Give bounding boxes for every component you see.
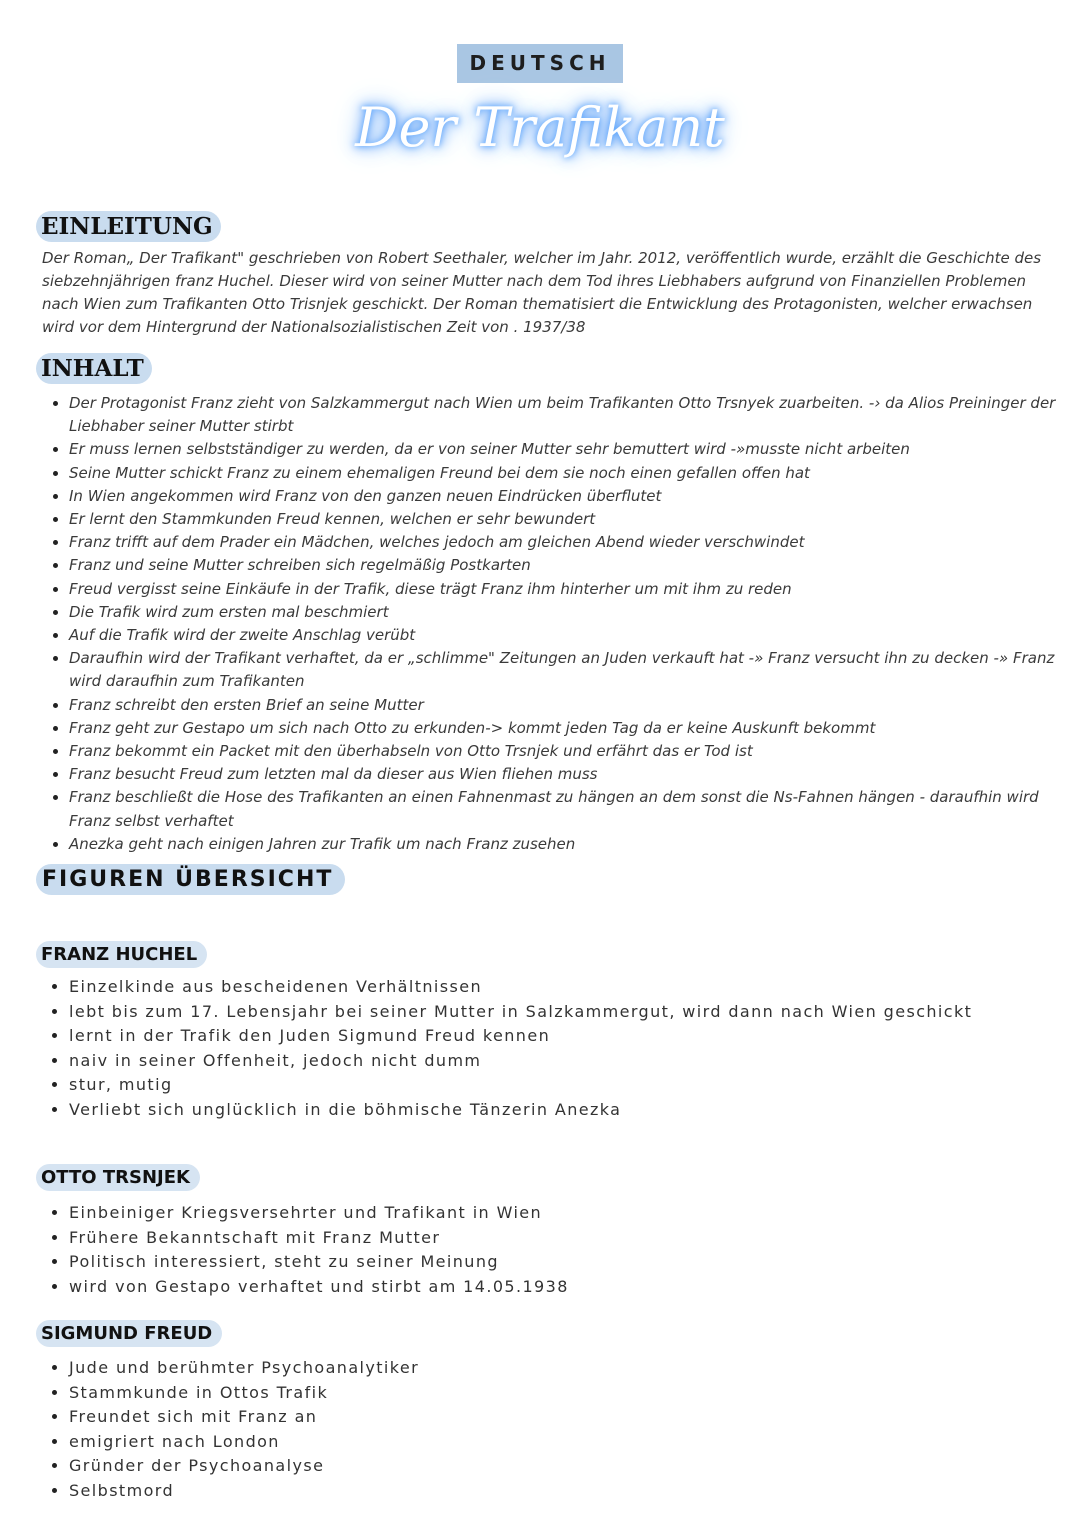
list-item: • Franz schreibt den ersten Brief an seine Mutter [69,694,1059,717]
list-item: • Verliebt sich unglücklich in die böhmische Tänzerin Anezka [69,1098,1069,1123]
list-item: • Franz beschließt die Hose des Trafikanten an einen Fahnenmast zu hängen an dem sonst die Ns-Fahnen hängen - daraufhin wird Franz selbst verhaftet [69,786,1059,832]
list-item: • Franz besucht Freud zum letzten mal da dieser aus Wien fliehen muss [69,763,1059,786]
list-item: • naiv in seiner Offenheit, jedoch nicht dumm [69,1049,1069,1074]
character-list-franz [42,975,1069,1123]
section-heading-inhalt: INHALT [36,353,152,384]
list-item: • Gründer der Psychoanalyse [69,1454,1069,1479]
list-item: • Jude und berühmter Psychoanalytiker [69,1356,1069,1381]
introduction-paragraph: Der Roman„ Der Trafikant" geschrieben von Robert Seethaler, welcher im Jahr. 2012, veröffentlich wurde, erzählt die Geschichte des siebzehnjährigen franz Huchel. Dieser wird von seiner Mutter nach dem Tod ihres Liebhabers aufgrund von Finanziellen Problemen nach Wien zum Trafikanten Otto Trisnjek geschickt. Der Roman thematisiert die Entwicklung des Protagonisten, welcher erwachsen wird vor dem Hintergrund der Nationalsozialistischen Zeit von . 1937/38 [42,249,1042,336]
character-heading-franz: FRANZ HUCHEL [36,941,207,968]
list-item: • Seine Mutter schickt Franz zu einem ehemaligen Freund bei dem sie noch einen gefallen offen hat [69,462,1059,485]
list-item: • wird von Gestapo verhaftet und stirbt am 14.05.1938 [69,1275,1069,1300]
list-item: • Franz trifft auf dem Prader ein Mädchen, welches jedoch am gleichen Abend wieder verschwindet [69,531,1059,554]
list-item: • stur, mutig [69,1073,1069,1098]
list-item: • Frühere Bekanntschaft mit Franz Mutter [69,1226,1069,1251]
list-item: • Der Protagonist Franz zieht von Salzkammergut nach Wien um beim Trafikanten Otto Trsnyek zuarbeiten. -› da Alios Preininger der Liebhaber seiner Mutter stirbt [69,392,1059,438]
list-item: • lernt in der Trafik den Juden Sigmund Freud kennen [69,1024,1069,1049]
list-item: • lebt bis zum 17. Lebensjahr bei seiner Mutter in Salzkammergut, wird dann nach Wien geschickt [69,1000,1069,1025]
list-item: • Anezka geht nach einigen Jahren zur Trafik um nach Franz zusehen [69,833,1059,856]
list-item: • Er muss lernen selbstständiger zu werden, da er von seiner Mutter sehr bemuttert wird -»musste nicht arbeiten [69,438,1059,461]
list-item: • Freud vergisst seine Einkäufe in der Trafik, diese trägt Franz ihm hinterher um mit ihm zu reden [69,578,1059,601]
list-item: • Selbstmord [69,1479,1069,1504]
subject-label: DEUTSCH [457,44,623,83]
section-heading-einleitung: EINLEITUNG [36,211,221,242]
section-heading-figuren: FIGUREN ÜBERSICHT [36,864,345,895]
character-heading-freud: SIGMUND FREUD [36,1320,222,1347]
list-item: • Stammkunde in Ottos Trafik [69,1381,1069,1406]
character-list-freud [42,1356,1069,1504]
list-item: • emigriert nach London [69,1430,1069,1455]
list-item: • Franz bekommt ein Packet mit den überhabseln von Otto Trsnjek und erfährt das er Tod ist [69,740,1059,763]
list-item: • Freundet sich mit Franz an [69,1405,1069,1430]
character-heading-otto: OTTO TRSNJEK [36,1164,200,1191]
list-item: • Daraufhin wird der Trafikant verhaftet, da er „schlimme" Zeitungen an Juden verkauft hat -» Franz versucht ihn zu decken -» Franz wird daraufhin zum Trafikanten [69,647,1059,693]
list-item: • Er lernt den Stammkunden Freud kennen, welchen er sehr bewundert [69,508,1059,531]
inhalt-list [42,392,1059,856]
character-list-otto [42,1201,1069,1299]
list-item: • Politisch interessiert, steht zu seiner Meinung [69,1250,1069,1275]
list-item: • Einbeiniger Kriegsversehrter und Trafikant in Wien [69,1201,1069,1226]
list-item: • Franz und seine Mutter schreiben sich regelmäßig Postkarten [69,554,1059,577]
list-item: • Einzelkinde aus bescheidenen Verhältnissen [69,975,1069,1000]
document-title: Der Trafikant [355,96,725,159]
list-item: • Die Trafik wird zum ersten mal beschmiert [69,601,1059,624]
list-item: • In Wien angekommen wird Franz von den ganzen neuen Eindrücken überflutet [69,485,1059,508]
list-item: • Franz geht zur Gestapo um sich nach Otto zu erkunden-> kommt jeden Tag da er keine Auskunft bekommt [69,717,1059,740]
list-item: • Auf die Trafik wird der zweite Anschlag verübt [69,624,1059,647]
